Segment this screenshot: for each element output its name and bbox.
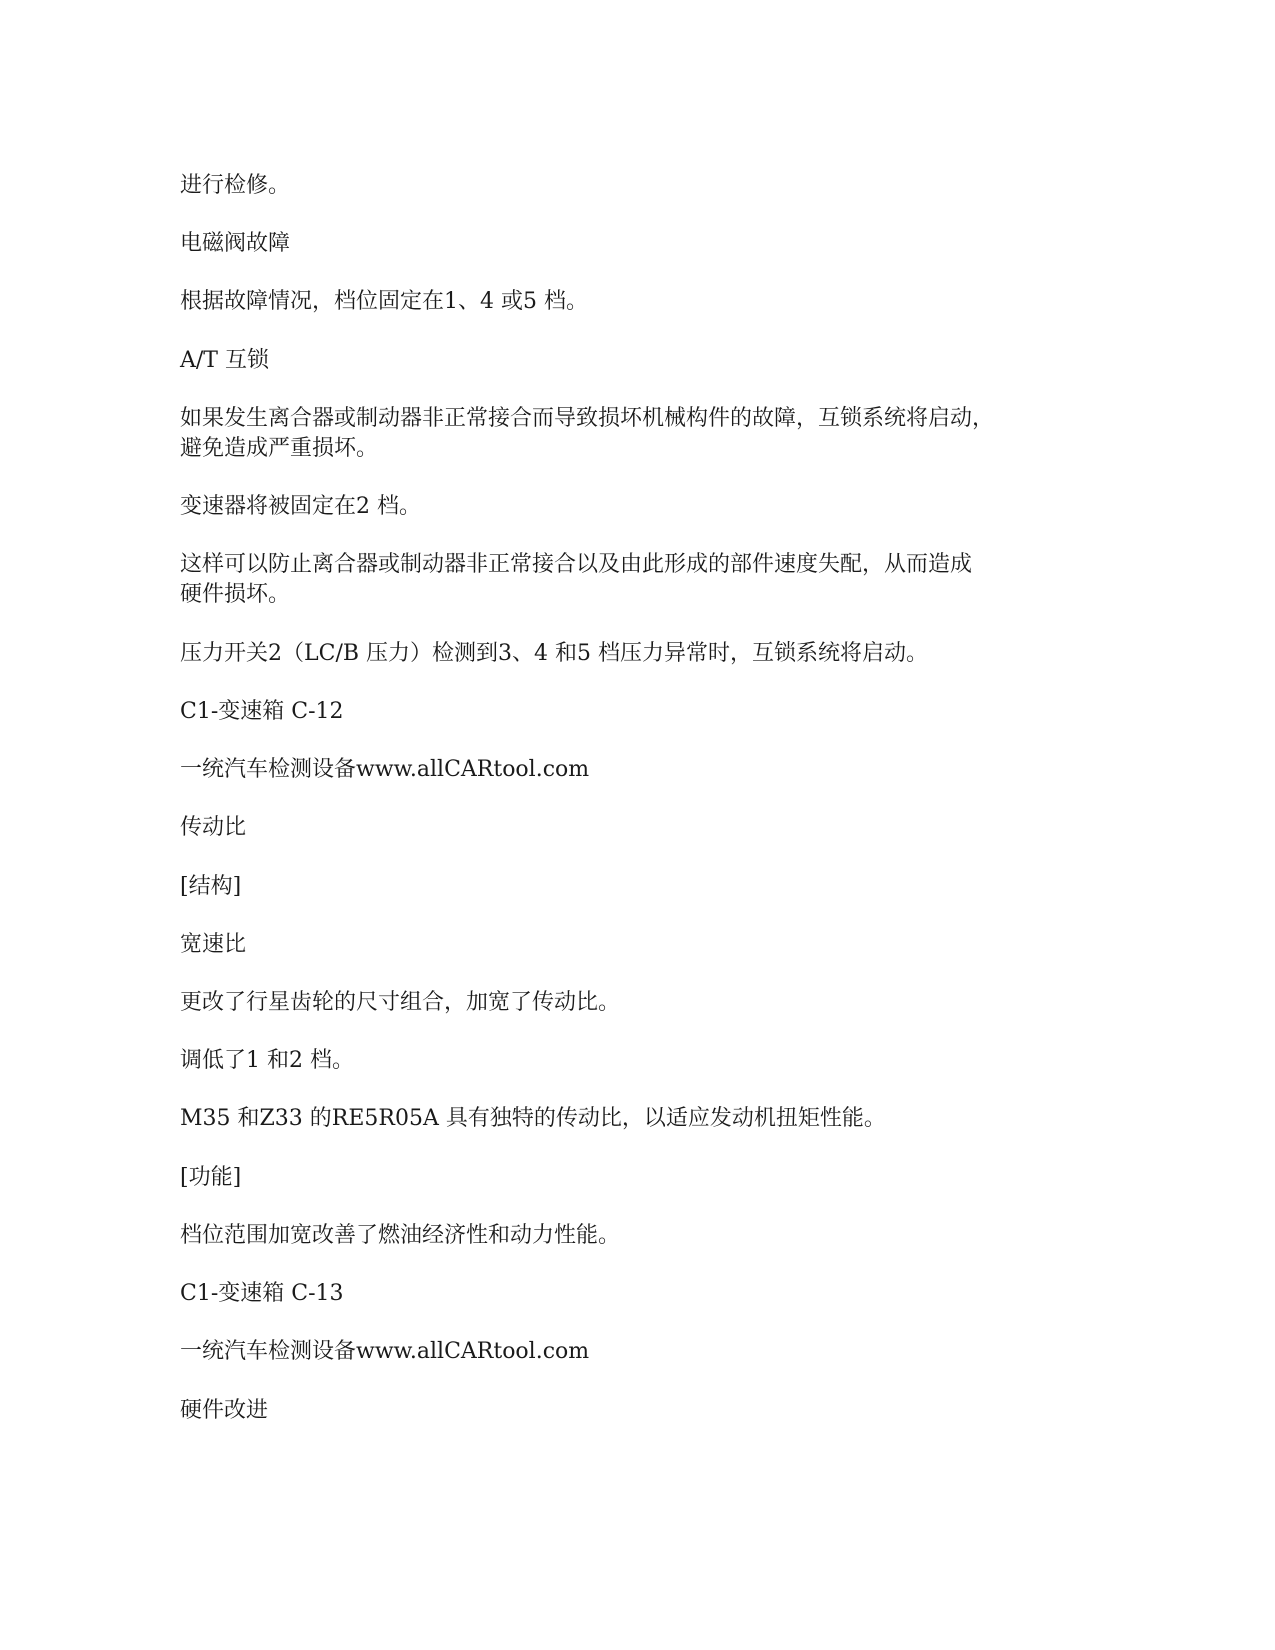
heading-wide-ratio: 宽速比 [180, 932, 247, 957]
section-label-structure: [结构] [180, 874, 242, 899]
text-line: 进行检修。 [180, 173, 291, 198]
text-line: 这样可以防止离合器或制动器非正常接合以及由此形成的部件速度失配，从而造成 [180, 552, 973, 577]
heading-hardware-improvement: 硬件改进 [180, 1398, 269, 1423]
text-line: 更改了行星齿轮的尺寸组合，加宽了传动比。 [180, 990, 621, 1015]
text-line: M35 和Z33 的RE5R05A 具有独特的传动比，以适应发动机扭矩性能。 [180, 1106, 886, 1131]
watermark-text: 一统汽车检测设备www.allCARtool.com [180, 757, 590, 782]
text-line: 档位范围加宽改善了燃油经济性和动力性能。 [180, 1223, 621, 1248]
page-footer-label: C1-变速箱 C-12 [180, 699, 344, 724]
text-line: 压力开关2（LC/B 压力）检测到3、4 和5 档压力异常时，互锁系统将启动。 [180, 641, 928, 666]
text-line: 变速器将被固定在2 档。 [180, 494, 421, 519]
heading-at-interlock: A/T 互锁 [180, 348, 269, 373]
section-label-function: [功能] [180, 1165, 242, 1190]
text-line: 如果发生离合器或制动器非正常接合而导致损坏机械构件的故障，互锁系统将启动， [180, 406, 995, 431]
text-line: 根据故障情况，档位固定在1、4 或5 档。 [180, 289, 588, 314]
watermark-text: 一统汽车检测设备www.allCARtool.com [180, 1339, 590, 1364]
text-line: 避免造成严重损坏。 [180, 436, 379, 461]
heading-gear-ratio: 传动比 [180, 815, 247, 840]
text-line: 硬件损坏。 [180, 582, 291, 607]
heading-solenoid-fault: 电磁阀故障 [180, 231, 291, 256]
text-line: 调低了1 和2 档。 [180, 1048, 354, 1073]
page-footer-label: C1-变速箱 C-13 [180, 1281, 344, 1306]
